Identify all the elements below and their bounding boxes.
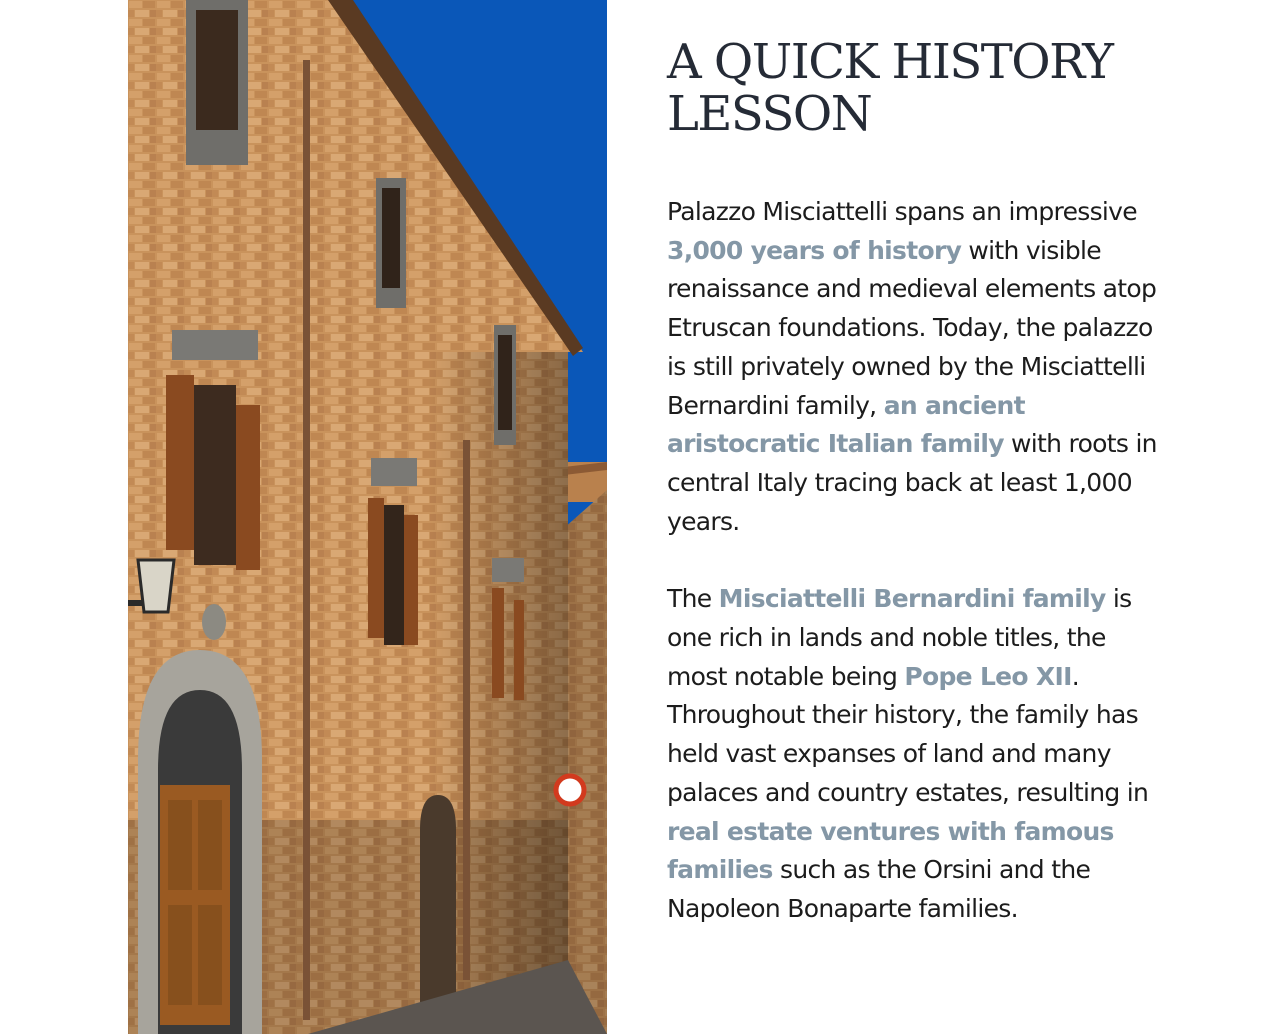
p2-text-1: The	[667, 584, 719, 614]
street-lantern	[138, 560, 174, 612]
page-title	[667, 36, 1167, 140]
p1-highlight-years: 3,000 years of history	[667, 235, 962, 265]
p2-text-4: such as the Orsini and the Napoleon Bonaparte families.	[667, 855, 1091, 923]
title-line-1: A QUICK HISTORY	[667, 34, 1113, 90]
p1-text-1: Palazzo Misciattelli spans an impressive	[667, 197, 1137, 226]
history-paragraph-2	[667, 580, 1167, 928]
p2-text-2: is one rich in lands and noble titles, the most notable being	[667, 584, 1132, 691]
p2-text-3: . Throughout their history, the family has held vast expanses of land and many palaces and country estates, resulting in	[667, 661, 1149, 807]
palazzo-illustration	[128, 0, 607, 1034]
title-line-2: LESSON	[667, 86, 872, 142]
p1-text-2: with visible renaissance and medieval elements atop Etruscan foundations. Today, the palazzo is still privately owned by the Misciattelli Bernardini family,	[667, 235, 1157, 420]
p1-text-3: with roots in central Italy tracing back at least 1,000 years.	[667, 429, 1157, 536]
history-paragraph-1	[667, 193, 1167, 541]
palazzo-photo	[128, 0, 607, 1034]
p2-highlight-family: Misciattelli Bernardini family	[718, 584, 1106, 614]
p1-highlight-family: an ancient aristocratic Italian family	[667, 390, 1025, 459]
p2-highlight-ventures: real estate ventures with famous families	[667, 816, 1114, 885]
history-section	[667, 36, 1167, 929]
p2-highlight-pope: Pope Leo XII	[904, 661, 1072, 691]
no-entry-sign	[556, 776, 584, 804]
